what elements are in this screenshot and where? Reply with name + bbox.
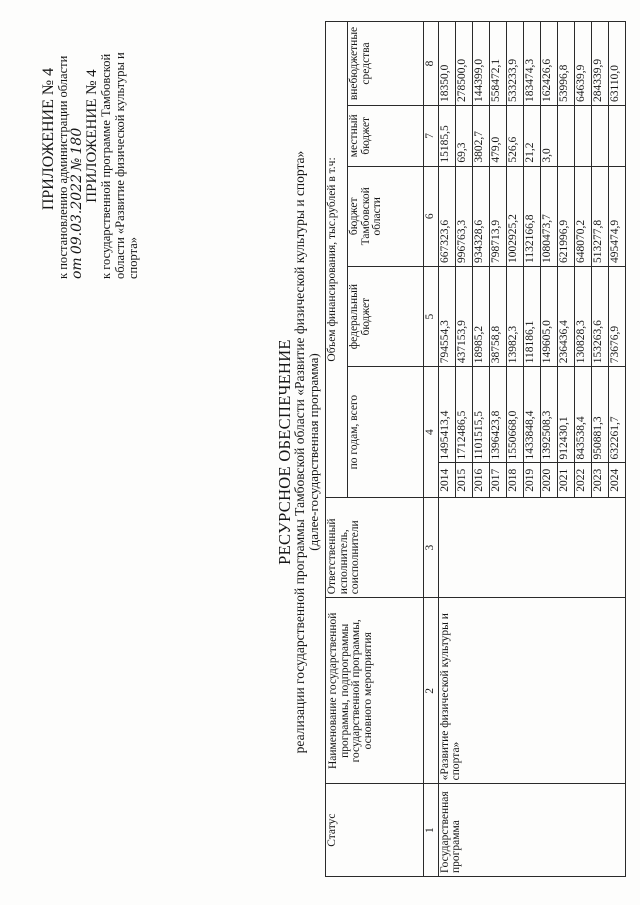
extrabudget-cell: 18350,0 <box>438 22 455 106</box>
date-prefix: от <box>68 257 85 279</box>
extrabudget-cell: 144399,0 <box>472 22 489 106</box>
regional-cell: 1080473,7 <box>540 166 557 266</box>
appendix-resolution-line: к постановлению администрации области <box>56 55 70 279</box>
number-value: 180 <box>68 127 85 155</box>
regional-cell: 621996,9 <box>557 166 574 266</box>
local-cell: 3,0 <box>540 106 557 167</box>
year-cell: 2014 <box>438 463 455 497</box>
heading-title: РЕСУРСНОЕ ОБЕСПЕЧЕНИЕ <box>275 339 294 565</box>
extrabudget-cell: 183474,3 <box>523 22 540 106</box>
regional-cell: 996763,3 <box>455 166 472 266</box>
total-cell: 912430,1 <box>557 367 574 463</box>
local-cell: 21,2 <box>523 106 540 167</box>
header-name: Наименование государственной программы, подпрограммы государственной программы, основного мероприятия <box>326 598 424 784</box>
document-heading <box>276 17 320 887</box>
header-volume: Объем финансирования, тыс.рублей в т.ч: <box>326 22 348 498</box>
extrabudget-cell: 558472,1 <box>489 22 506 106</box>
federal-cell: 118186,1 <box>523 266 540 366</box>
total-cell: 1433848,4 <box>523 367 540 463</box>
local-cell <box>557 106 574 167</box>
regional-cell: 1132166,8 <box>523 166 540 266</box>
inner-appendix-line-3: спорта» <box>126 237 140 279</box>
appendix-date-line <box>68 17 85 279</box>
col-number-6: 6 <box>424 166 439 266</box>
inner-appendix-line-1: к государственной программе Тамбовской <box>99 53 113 279</box>
header-total: по годам, всего <box>348 367 424 498</box>
federal-cell: 73676,9 <box>608 266 625 366</box>
local-cell: 15185,5 <box>438 106 455 167</box>
federal-cell: 18985,2 <box>472 266 489 366</box>
extrabudget-cell: 284339,9 <box>591 22 608 106</box>
appendix-title: ПРИЛОЖЕНИЕ № 4 <box>40 67 57 211</box>
regional-cell: 667323,6 <box>438 166 455 266</box>
regional-cell: 495474,9 <box>608 166 625 266</box>
total-cell: 1396423,8 <box>489 367 506 463</box>
extrabudget-cell: 53996,8 <box>557 22 574 106</box>
extrabudget-cell: 162426,6 <box>540 22 557 106</box>
federal-cell: 437153,9 <box>455 266 472 366</box>
header-local: местный бюджет <box>348 106 424 167</box>
header-regional: бюджет Тамбовской области <box>348 166 424 266</box>
heading-note: (далее-государственная программа) <box>306 353 321 551</box>
year-cell: 2020 <box>540 463 557 497</box>
total-cell: 1550668,0 <box>506 367 523 463</box>
heading-subtitle: реализации государственной программы Тамбовской области «Развитие физической культуры и спорта» <box>292 150 307 754</box>
local-cell <box>574 106 591 167</box>
year-cell: 2018 <box>506 463 523 497</box>
header-federal: федеральный бюджет <box>348 266 424 366</box>
col-number-8: 8 <box>424 22 439 106</box>
header-executor: Ответственный исполнитель, соисполнители <box>326 497 424 597</box>
federal-cell: 153263,6 <box>591 266 608 366</box>
appendix-block <box>40 17 141 279</box>
total-cell: 950881,3 <box>591 367 608 463</box>
federal-cell: 236436,4 <box>557 266 574 366</box>
federal-cell: 130828,3 <box>574 266 591 366</box>
extrabudget-cell: 64639,9 <box>574 22 591 106</box>
total-cell: 1495413,4 <box>438 367 455 463</box>
executor-cell <box>438 497 625 597</box>
extrabudget-cell: 278500,0 <box>455 22 472 106</box>
year-cell: 2023 <box>591 463 608 497</box>
local-cell <box>608 106 625 167</box>
total-cell: 1392508,3 <box>540 367 557 463</box>
col-number-7: 7 <box>424 106 439 167</box>
col-number-1: 1 <box>424 784 439 877</box>
resource-table <box>325 21 626 877</box>
year-cell: 2019 <box>523 463 540 497</box>
status-cell: Государственная программа <box>438 784 625 877</box>
col-number-5: 5 <box>424 266 439 366</box>
total-cell: 1101515,5 <box>472 367 489 463</box>
program-name-cell: «Развитие физической культуры и спорта» <box>438 598 625 784</box>
local-cell: 69,3 <box>455 106 472 167</box>
total-cell: 843538,4 <box>574 367 591 463</box>
federal-cell: 38758,8 <box>489 266 506 366</box>
local-cell <box>591 106 608 167</box>
regional-cell: 1002925,2 <box>506 166 523 266</box>
year-cell: 2016 <box>472 463 489 497</box>
year-cell: 2017 <box>489 463 506 497</box>
regional-cell: 513277,8 <box>591 166 608 266</box>
date-value: 09.03.2022 <box>68 173 85 255</box>
federal-cell: 13982,3 <box>506 266 523 366</box>
local-cell: 3802,7 <box>472 106 489 167</box>
extrabudget-cell: 533233,9 <box>506 22 523 106</box>
extrabudget-cell: 63110,0 <box>608 22 625 106</box>
col-number-2: 2 <box>424 598 439 784</box>
total-cell: 1712486,5 <box>455 367 472 463</box>
year-cell: 2015 <box>455 463 472 497</box>
number-prefix: № <box>68 157 85 171</box>
rotated-document-page <box>40 17 621 887</box>
regional-cell: 648070,2 <box>574 166 591 266</box>
year-cell: 2024 <box>608 463 625 497</box>
federal-cell: 794554,3 <box>438 266 455 366</box>
year-cell: 2022 <box>574 463 591 497</box>
inner-appendix-line-2: области «Развитие физической культуры и <box>112 52 127 279</box>
regional-cell: 934328,6 <box>472 166 489 266</box>
col-number-4: 4 <box>424 367 439 498</box>
total-cell: 632261,7 <box>608 367 625 463</box>
col-number-3: 3 <box>424 497 439 597</box>
regional-cell: 798713,9 <box>489 166 506 266</box>
federal-cell: 149605,0 <box>540 266 557 366</box>
inner-appendix-title: ПРИЛОЖЕНИЕ № 4 <box>84 69 100 203</box>
local-cell: 526,6 <box>506 106 523 167</box>
header-status: Статус <box>326 784 424 877</box>
year-cell: 2021 <box>557 463 574 497</box>
header-extrabudget: внебюджетные средства <box>348 22 424 106</box>
local-cell: 479,0 <box>489 106 506 167</box>
